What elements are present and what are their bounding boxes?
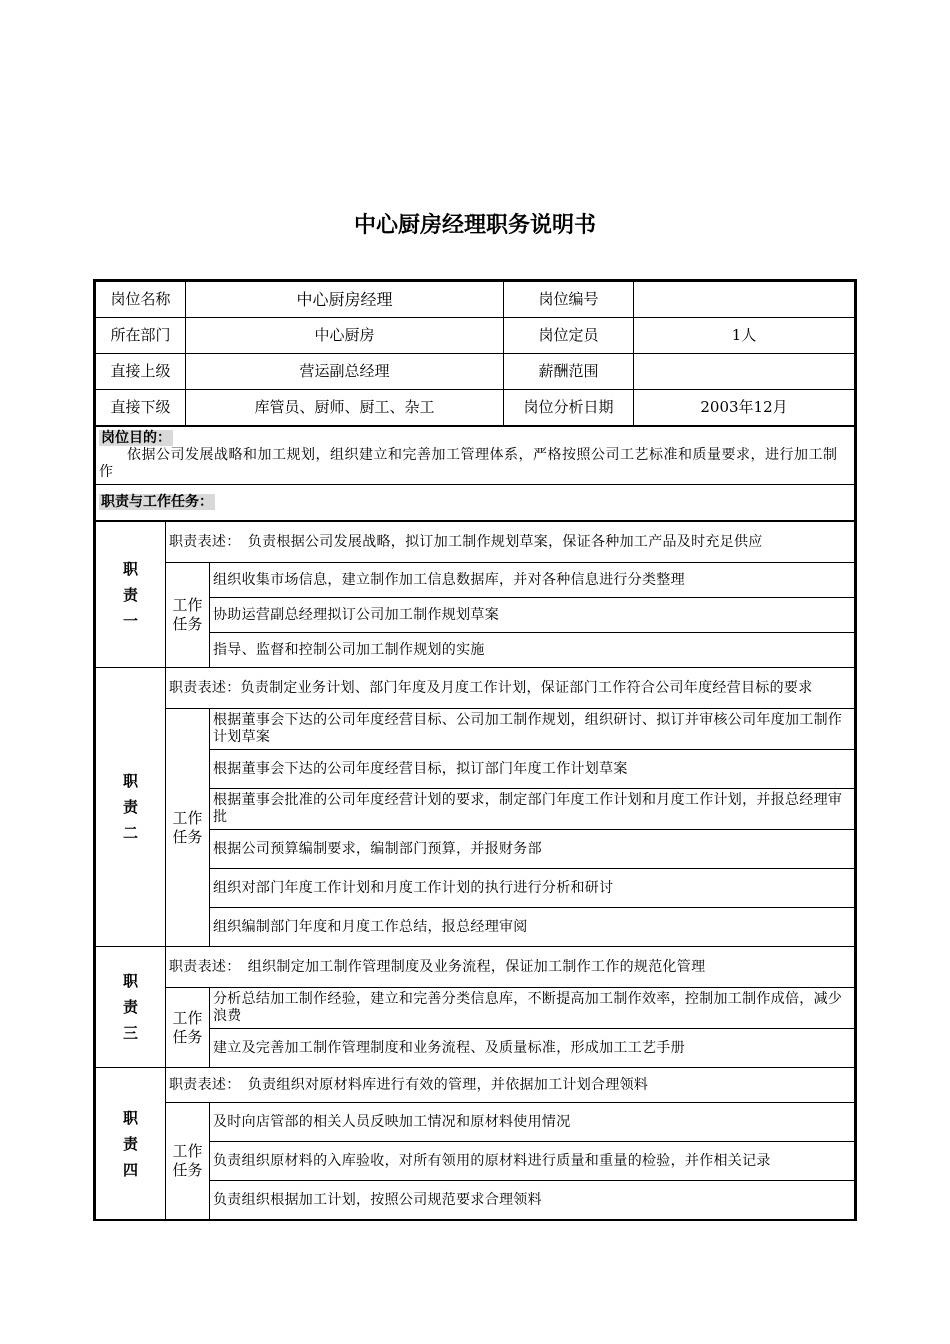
- duty-statement: 职责表述： 负责根据公司发展战略，拟订加工制作规划草案，保证各种加工产品及时充足供应: [166, 522, 855, 563]
- label-position-name: 岗位名称: [96, 282, 186, 318]
- purpose-heading: 岗位目的：: [101, 430, 171, 446]
- duty-label-text: 职责三: [123, 972, 139, 1042]
- task-item: 根据公司预算编制要求，编制部门预算，并报财务部: [210, 830, 855, 869]
- duty-statement: 职责表述： 负责组织对原材料库进行有效的管理，并依据加工计划合理领料: [166, 1068, 855, 1103]
- duties-heading: 职责与工作任务：: [101, 494, 213, 510]
- value-position-name: 中心厨房经理: [186, 282, 504, 318]
- task-item: 负责组织原材料的入库验收，对所有领用的原材料进行质量和重量的检验，并作相关记录: [210, 1142, 855, 1181]
- value-analysis-date: 2003年12月: [634, 390, 855, 426]
- task-label: [166, 709, 210, 947]
- task-item: 根据董事会下达的公司年度经营目标、公司加工制作规划，组织研讨、拟订并审核公司年度加工制作计划草案: [210, 709, 855, 750]
- task-label-text: 工作任务: [172, 808, 203, 846]
- info-row-department: [96, 318, 855, 354]
- task-item: 组织收集市场信息，建立制作加工信息数据库，并对各种信息进行分类整理: [210, 563, 855, 598]
- label-headcount: 岗位定员: [504, 318, 634, 354]
- job-description-table: [93, 279, 857, 1221]
- info-row-position: [96, 282, 855, 318]
- task-label: [166, 563, 210, 668]
- purpose-text: 依据公司发展战略和加工规划，组织建立和完善加工管理体系，严格按照公司工艺标准和质量要求，进行加工制作: [99, 447, 838, 480]
- task-item: 组织对部门年度工作计划和月度工作计划的执行进行分析和研讨: [210, 869, 855, 908]
- task-row: [96, 830, 855, 869]
- task-label-text: 工作任务: [172, 1142, 203, 1179]
- value-position-number: [634, 282, 855, 318]
- task-row: [96, 1103, 855, 1142]
- task-row: [96, 1142, 855, 1181]
- task-row: [96, 598, 855, 633]
- duty-label: [96, 947, 166, 1068]
- label-position-number: 岗位编号: [504, 282, 634, 318]
- task-row: [96, 633, 855, 668]
- info-table: [95, 281, 855, 426]
- task-item: 负责组织根据加工计划，按照公司规范要求合理领料: [210, 1181, 855, 1220]
- duty-statement-row: [96, 668, 855, 709]
- task-item: 组织编制部门年度和月度工作总结，报总经理审阅: [210, 908, 855, 947]
- label-subordinates: 直接下级: [96, 390, 186, 426]
- task-label: [166, 988, 210, 1068]
- task-row: [96, 789, 855, 830]
- duty-statement: 职责表述：负责制定业务计划、部门年度及月度工作计划，保证部门工作符合公司年度经营目标的要求: [166, 668, 855, 709]
- value-department: 中心厨房: [186, 318, 504, 354]
- duty-label-text: 职责一: [123, 559, 139, 630]
- duties-table: [95, 521, 855, 1220]
- task-label-text: 工作任务: [172, 1008, 203, 1046]
- task-label-text: 工作任务: [172, 596, 203, 633]
- task-label: [166, 1103, 210, 1220]
- duty-label: [96, 668, 166, 947]
- task-item: 分析总结加工制作经验，建立和完善分类信息库，不断提高加工制作效率，控制加工制作成倍，减少浪费: [210, 988, 855, 1029]
- task-row: [96, 869, 855, 908]
- value-headcount: 1人: [634, 318, 855, 354]
- task-row: [96, 750, 855, 789]
- value-superior: 营运副总经理: [186, 354, 504, 390]
- info-row-superior: [96, 354, 855, 390]
- label-analysis-date: 岗位分析日期: [504, 390, 634, 426]
- page-title: 中心厨房经理职务说明书: [353, 213, 596, 238]
- task-item: 建立及完善加工制作管理制度和业务流程、及质量标准，形成加工工艺手册: [210, 1029, 855, 1068]
- task-item: 及时向店管部的相关人员反映加工情况和原材料使用情况: [210, 1103, 855, 1142]
- task-row: [96, 1029, 855, 1068]
- value-subordinates: 库管员、厨师、厨工、杂工: [186, 390, 504, 426]
- label-salary-range: 薪酬范围: [504, 354, 634, 390]
- task-item: 根据董事会批准的公司年度经营计划的要求，制定部门年度工作计划和月度工作计划，并报总经理审批: [210, 789, 855, 830]
- task-row: [96, 988, 855, 1029]
- value-salary-range: [634, 354, 855, 390]
- task-item: 协助运营副总经理拟订公司加工制作规划草案: [210, 598, 855, 633]
- task-row: [96, 908, 855, 947]
- task-row: [96, 563, 855, 598]
- duty-statement: 职责表述： 组织制定加工制作管理制度及业务流程，保证加工制作工作的规范化管理: [166, 947, 855, 988]
- task-row: [96, 1181, 855, 1220]
- duty-label: [96, 522, 166, 668]
- duty-statement-row: [96, 1068, 855, 1103]
- purpose-section: [95, 426, 855, 521]
- task-item: 指导、监督和控制公司加工制作规划的实施: [210, 633, 855, 668]
- duty-statement-row: [96, 947, 855, 988]
- task-row: [96, 709, 855, 750]
- label-department: 所在部门: [96, 318, 186, 354]
- info-row-subordinates: [96, 390, 855, 426]
- duty-label-text: 职责四: [123, 1108, 139, 1179]
- duty-label: [96, 1068, 166, 1220]
- duty-statement-row: [96, 522, 855, 563]
- label-superior: 直接上级: [96, 354, 186, 390]
- task-item: 根据董事会下达的公司年度经营目标，拟订部门年度工作计划草案: [210, 750, 855, 789]
- duty-label-text: 职责二: [123, 772, 139, 842]
